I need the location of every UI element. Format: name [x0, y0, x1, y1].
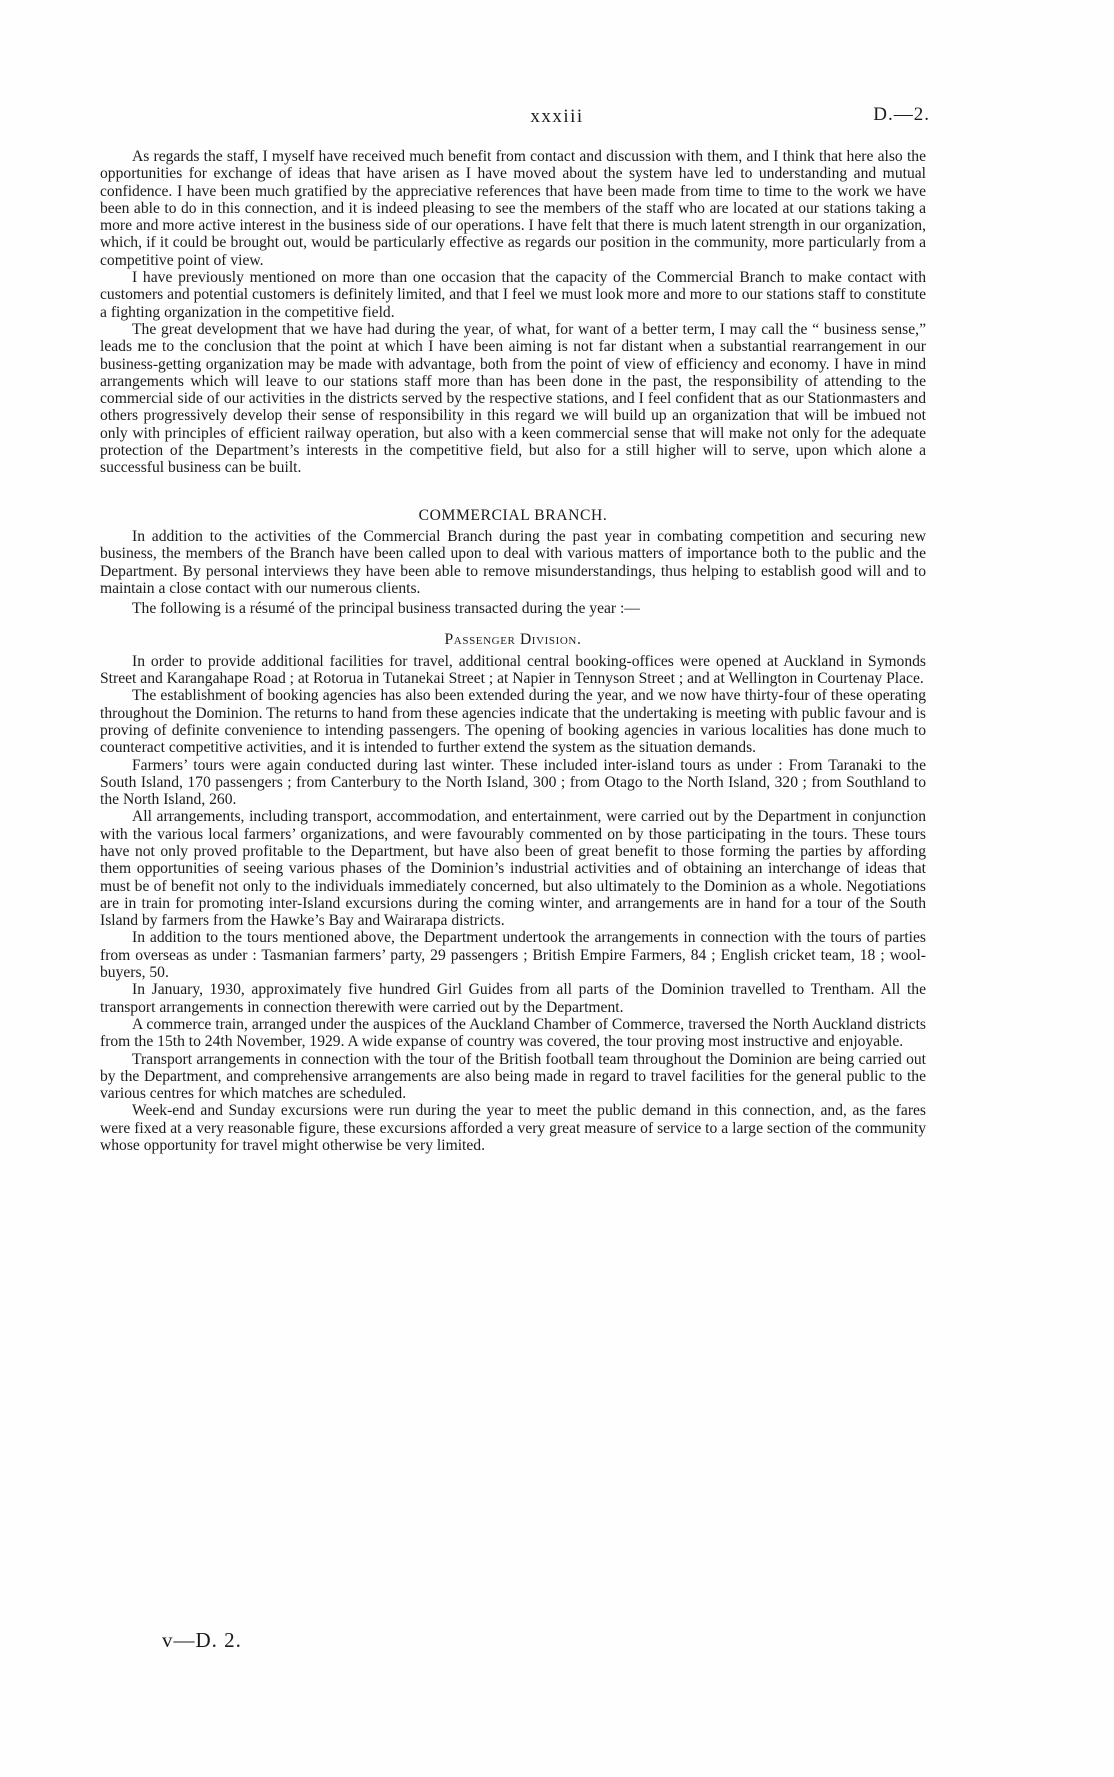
- paragraph-commercial-capacity: I have previously mentioned on more than one occasion that the capacity of the Commercial Branch to make contact with customers and potential customers is definitely limited, and that I feel we must look more and more to our stations staff to constitute a fighting organization in the competitive field.: [100, 269, 926, 321]
- paragraph-commerce-train: A commerce train, arranged under the auspices of the Auckland Chamber of Commerce, traversed the North Auckland districts from the 15th to 24th November, 1929. A wide expanse of country was covered, the tour proving most instructive and enjoyable.: [100, 1015, 926, 1051]
- paragraph-tour-arrangements: All arrangements, including transport, accommodation, and entertainment, were carried out by the Department in conjunction with the various local farmers’ organizations, and were favourably commented on by those participating in the tours. These tours have not only proved profitable to the Department, but have also been of great benefit to those forming the parties by affording them opportunities of seeing various phases of the Dominion’s industrial activities and of obtaining an interchange of ideas that must be of benefit not only to the individuals immediately concerned, but also ultimately to the Dominion as a whole. Negotiations are in train for promoting inter-Island excursions during the coming winter, and arrangements are in hand for a tour of the South Island by farmers from the Hawke’s Bay and Wairarapa districts.: [100, 808, 926, 930]
- paragraph-farmers-tours: Farmers’ tours were again conducted during last winter. These included inter-island tours as under : From Taranaki to the South Island, 170 passengers ; from Canterbury to the North Island, 300 ; from Otago to the North Island, 320 ; from Southland to the North Island, 260.: [100, 756, 926, 809]
- paragraph-resume: The following is a résumé of the principal business transacted during the year :—: [132, 600, 640, 618]
- footer-signature: v—D. 2.: [162, 1628, 242, 1652]
- paragraph-booking-agencies: The establishment of booking agencies has also been extended during the year, and we now have thirty-four of these operating throughout the Dominion. The returns to hand from these agencies indicate that the undertaking is meeting with public favour and is proving of definite convenience to intending passengers. The opening of booking agencies in various localities has done much to counteract competitive activities, and it is intended to further extend the system as the situation demands.: [100, 687, 926, 757]
- paragraph-booking-offices: In order to provide additional facilities for travel, additional central booking-offices were opened at Auckland in Symonds Street and Karangahape Road ; at Rotorua in Tutanekai Street ; at Napier in Tennyson Street ; and at Wellington in Courtenay Place.: [100, 652, 926, 688]
- section-heading-commercial-branch: COMMERCIAL BRANCH.: [418, 506, 608, 524]
- paragraph-staff: As regards the staff, I myself have received much benefit from contact and discussion with them, and I think that here also the opportunities for exchange of ideas that have arisen as I have moved about the system have led to understanding and mutual confidence. I have been much gratified by the appreciative references that have been made from time to time to the work we have been able to do in this connection, and it is indeed pleasing to see the members of the staff who are located at our stations taking a more and more active interest in the business side of our operations. I have felt that there is much latent strength in our organization, which, if it could be brought out, would be particularly effective as regards our position in the community, more particularly from a competitive point of view.: [100, 148, 926, 269]
- document-reference: D.—2.: [873, 104, 930, 125]
- paragraph-commercial-activities: In addition to the activities of the Commercial Branch during the past year in combating competition and securing new business, the members of the Branch have been called upon to deal with various matters of importance both to the public and the Department. By personal interviews they have been able to remove misunderstandings, thus helping to establish good will and to maintain a close contact with our numerous clients.: [100, 527, 926, 597]
- paragraph-football-team: Transport arrangements in connection with the tour of the British football team throughout the Dominion are being carried out by the Department, and comprehensive arrangements are also being made in regard to travel facilities for the general public to the various centres for which matches are scheduled.: [100, 1050, 926, 1103]
- page-number: xxxiii: [530, 106, 584, 127]
- section-heading-passenger-division: Passenger Division.: [444, 631, 582, 649]
- paragraph-business-sense: The great development that we have had during the year, of what, for want of a better term, I may call the “ business sense,” leads me to the conclusion that the point at which I have been aiming is not far distant when a substantial rearrangement in our business-getting organization may be made with advantage, both from the point of view of efficiency and economy. I have in mind arrangements which will leave to our stations staff more than has been done in the past, the responsibility of attending to the commercial side of our activities in the districts served by the respective stations, and I feel confident that as our Stationmasters and others progressively develop their sense of responsibility in this regard we will build up an organization that will be imbued not only with principles of efficient railway operation, but also with a keen commercial sense that will make not only for the adequate protection of the Department’s interests in the competitive field, but also for a still higher will to serve, upon which alone a successful business can be built.: [100, 320, 926, 477]
- paragraph-weekend-excursions: Week-end and Sunday excursions were run during the year to meet the public demand in this connection, and, as the fares were fixed at a very reasonable figure, these excursions afforded a very great measure of service to a large section of the community whose opportunity for travel might otherwise be very limited.: [100, 1102, 926, 1155]
- document-body: [100, 148, 926, 1154]
- paragraph-overseas-tours: In addition to the tours mentioned above, the Department undertook the arrangements in connection with the tours of parties from overseas as under : Tasmanian farmers’ party, 29 passengers ; British Empire Farmers, 84 ; English cricket team, 18 ; wool-buyers, 50.: [100, 929, 926, 982]
- paragraph-girl-guides: In January, 1930, approximately five hundred Girl Guides from all parts of the Dominion travelled to Trentham. All the transport arrangements in connection therewith were carried out by the Department.: [100, 981, 926, 1016]
